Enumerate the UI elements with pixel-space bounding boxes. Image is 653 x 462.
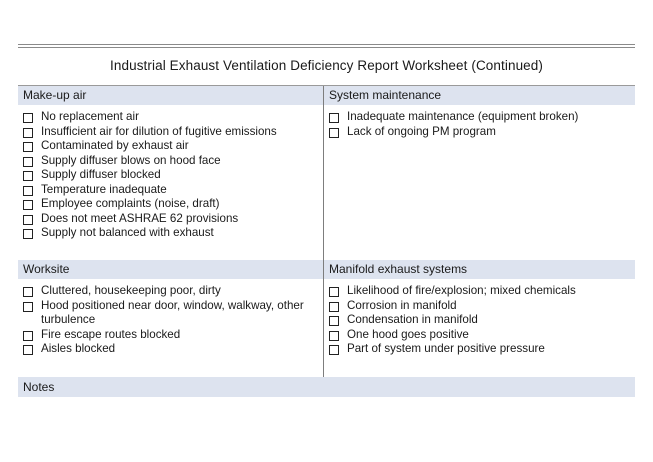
- checklist-item: [23, 299, 323, 328]
- checklist-item-label: Likelihood of fire/explosion; mixed chemicals: [347, 284, 576, 297]
- checklist-item: [329, 328, 635, 343]
- checkbox-icon[interactable]: [23, 142, 33, 152]
- checkbox-icon[interactable]: [23, 287, 33, 297]
- checkbox-icon[interactable]: [329, 128, 339, 138]
- checklist-item: [23, 342, 323, 357]
- checklist-item: [23, 154, 323, 169]
- worksheet: [18, 44, 635, 397]
- checklist-item: [329, 299, 635, 314]
- checklist-item: [329, 110, 635, 125]
- checklist-item-label: Inadequate maintenance (equipment broken): [347, 110, 579, 123]
- checklist-item: [23, 110, 323, 125]
- checklist-item-label: Part of system under positive pressure: [347, 342, 545, 355]
- checkbox-icon[interactable]: [23, 113, 33, 123]
- checklist: [324, 105, 635, 139]
- row-worksite-manifold: [18, 260, 635, 377]
- checkbox-icon[interactable]: [329, 302, 339, 312]
- checkbox-icon[interactable]: [329, 316, 339, 326]
- section-worksite: [18, 260, 324, 377]
- checklist-item-label: Fire escape routes blocked: [41, 327, 181, 341]
- checklist-item-label: Aisles blocked: [41, 342, 116, 355]
- checklist-item: [23, 139, 323, 154]
- checklist-item-label: Supply diffuser blocked: [41, 168, 161, 181]
- checklist-item: [23, 125, 323, 140]
- checkbox-icon[interactable]: [23, 215, 33, 225]
- checklist-item: [329, 342, 635, 357]
- checklist: [18, 279, 323, 357]
- checklist-item-label: Does not meet ASHRAE 62 provisions: [41, 211, 239, 225]
- checklist-item: [23, 168, 323, 183]
- section-heading: System maintenance: [324, 86, 635, 105]
- checkbox-icon[interactable]: [23, 345, 33, 355]
- section-heading: Worksite: [18, 260, 323, 279]
- worksheet-title: Industrial Exhaust Ventilation Deficiency Report Worksheet (Continued): [110, 58, 543, 73]
- checklist-item: [23, 212, 323, 227]
- checkbox-icon[interactable]: [23, 331, 33, 341]
- checklist-item-label: Supply diffuser blows on hood face: [41, 153, 221, 167]
- checklist-item: [329, 313, 635, 328]
- checkbox-icon[interactable]: [329, 345, 339, 355]
- checklist-item: [329, 125, 635, 140]
- checklist-item-label: No replacement air: [41, 110, 139, 123]
- checkbox-icon[interactable]: [23, 229, 33, 239]
- checklist-item: [23, 328, 323, 343]
- checkbox-icon[interactable]: [329, 331, 339, 341]
- section-heading: Make-up air: [18, 86, 323, 105]
- checklist-item-label: Corrosion in manifold: [347, 298, 457, 312]
- checklist: [18, 105, 323, 241]
- checklist-item-label: Supply not balanced with exhaust: [41, 226, 214, 239]
- checklist-item-label: Hood positioned near door, window, walkway, other turbulence: [41, 298, 304, 326]
- section-system-maintenance: [324, 86, 635, 260]
- checklist-item-label: Lack of ongoing PM program: [347, 124, 496, 138]
- checklist-item-label: One hood goes positive: [347, 327, 469, 341]
- checklist-item: [23, 226, 323, 241]
- checklist-item-label: Cluttered, housekeeping poor, dirty: [41, 284, 221, 297]
- row-makeup-maintenance: [18, 86, 635, 260]
- checkbox-icon[interactable]: [23, 157, 33, 167]
- checkbox-icon[interactable]: [329, 287, 339, 297]
- checklist-item-label: Condensation in manifold: [347, 313, 478, 326]
- checklist-item: [23, 183, 323, 198]
- section-heading: Manifold exhaust systems: [324, 260, 635, 279]
- checklist-item-label: Employee complaints (noise, draft): [41, 197, 220, 210]
- checkbox-icon[interactable]: [23, 128, 33, 138]
- checkbox-icon[interactable]: [23, 186, 33, 196]
- checklist-item-label: Insufficient air for dilution of fugitive emissions: [41, 124, 277, 138]
- checklist: [324, 279, 635, 357]
- checkbox-icon[interactable]: [23, 200, 33, 210]
- checklist-item: [23, 197, 323, 212]
- checkbox-icon[interactable]: [23, 302, 33, 312]
- checklist-item: [23, 284, 323, 299]
- notes-heading: Notes: [18, 377, 635, 397]
- section-makeup-air: [18, 86, 324, 260]
- checklist-item-label: Temperature inadequate: [41, 182, 167, 196]
- section-manifold-exhaust: [324, 260, 635, 377]
- checkbox-icon[interactable]: [329, 113, 339, 123]
- checkbox-icon[interactable]: [23, 171, 33, 181]
- checklist-item-label: Contaminated by exhaust air: [41, 139, 189, 152]
- checklist-item: [329, 284, 635, 299]
